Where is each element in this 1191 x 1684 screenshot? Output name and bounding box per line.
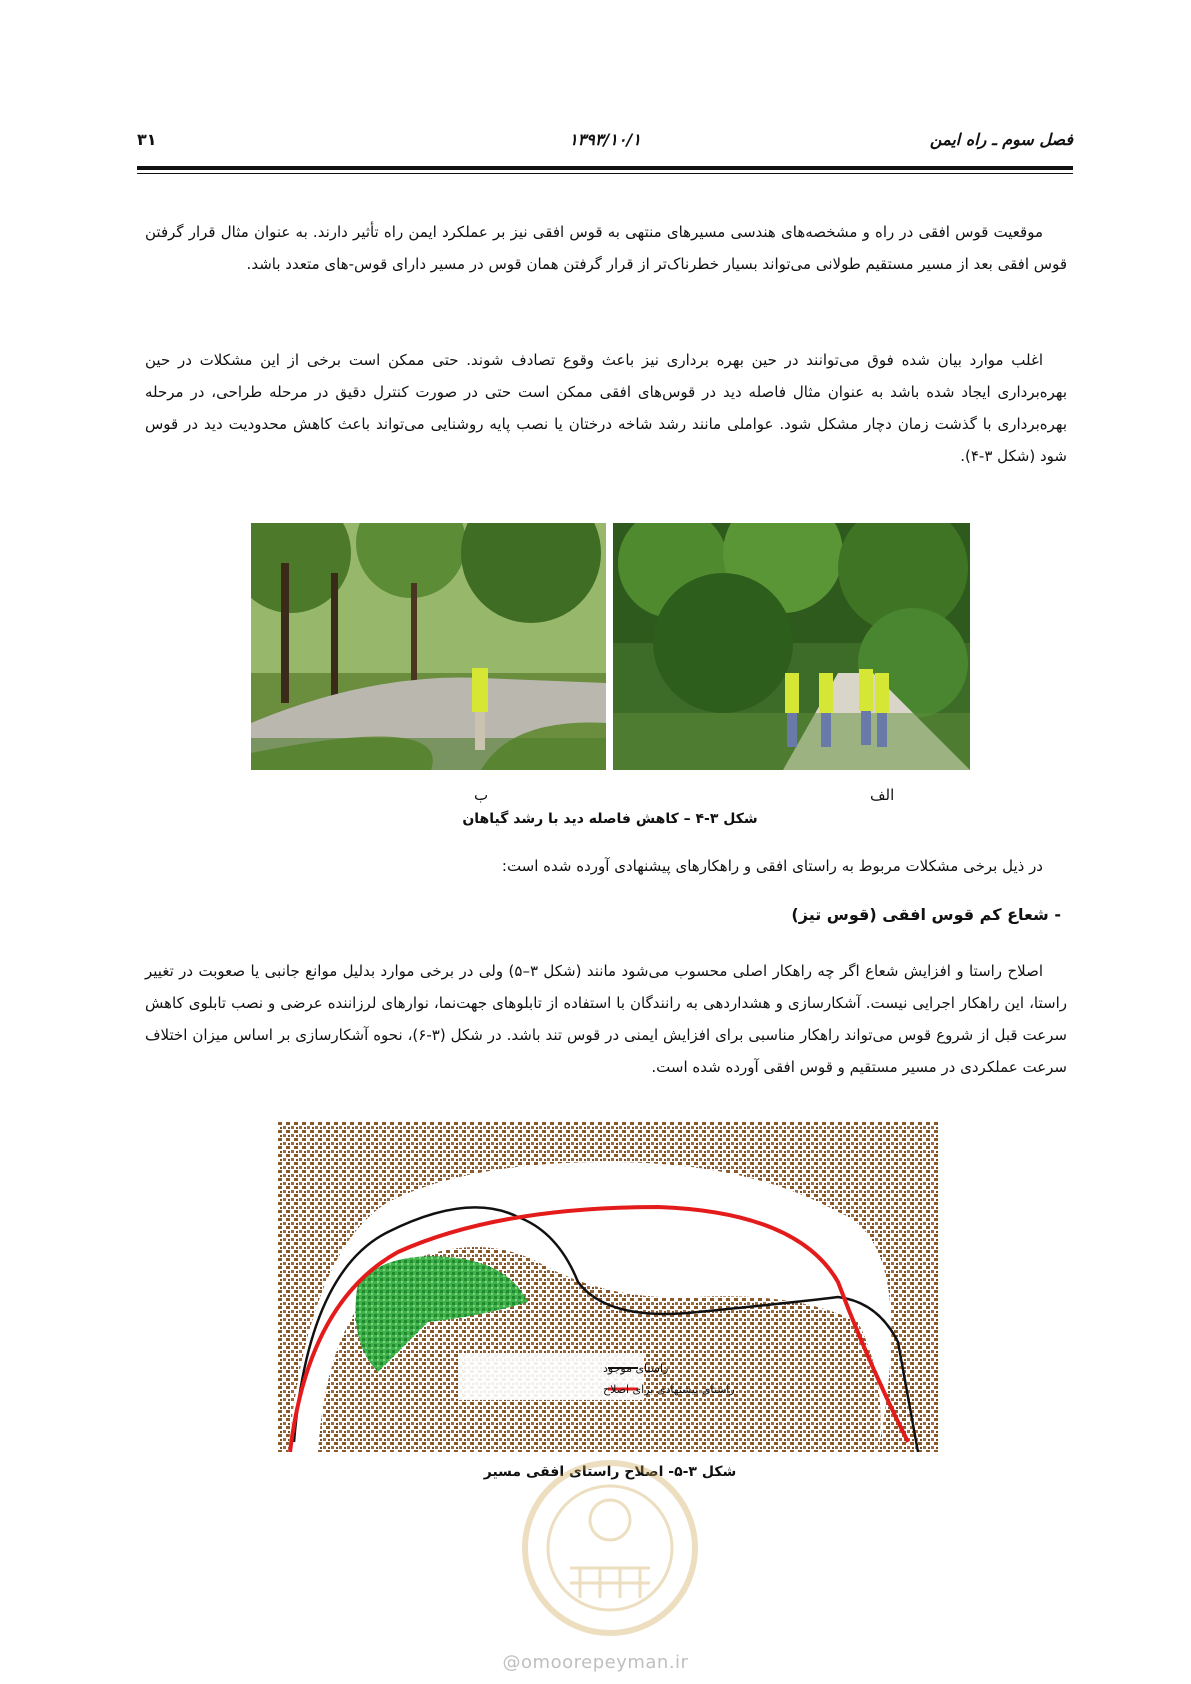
header-rule [137, 166, 1073, 170]
watermark-seal-logo [520, 1458, 700, 1638]
header-rule-thin [137, 173, 1073, 174]
paragraph-realignment: اصلاح راستا و افزایش شعاع اگر چه راهکار اصلی محسوب می‌شود مانند (شکل ۳–۵) ولی در برخی موارد بدلیل موانع جانبی یا صعوبت در تغییر راستا، این راهکار اجرایی نیست. آشکارسازی و هشداردهی به رانندگان با استفاده از تابلوهای جهت‌نما، نوارهای لرزاننده عرضی و نصب تابلوی کاهش سرعت قبل از شروع قوس می‌تواند راهکار مناسبی برای افزایش ایمنی در قوس تند باشد. در شکل (۳-۶)، نحوه آشکارسازی بر اساس میزان اختلاف سرعت عملکردی در مسیر مستقیم و قوس افقی آورده شده است. [145, 962, 1068, 1076]
section-title-sharp-curve: - شعاع کم قوس افقی (قوس تیز) [791, 905, 1061, 924]
paragraph-intro-solutions: در ذیل برخی مشکلات مربوط به راستای افقی و راهکارهای پیشنهادی آورده شده است: [501, 857, 1043, 875]
chapter-title: فصل سوم ـ راه ایمن [929, 130, 1073, 149]
page-header [137, 128, 1073, 158]
photo-a-vegetation-after [613, 523, 970, 770]
header-date: ۱۳۹۳/۱۰/۱ [569, 130, 641, 149]
figure-1-caption: شکل ۳-۴ – کاهش فاصله دید با رشد گیاهان [462, 811, 758, 827]
legend-existing-label: راستای موجود [603, 1362, 669, 1375]
paragraph-curve-position: موقعیت قوس افقی در راه و مشخصه‌های هندسی مسیرهای منتهی به قوس افقی نیز بر عملکرد ایمن راه تأثیر دارند. به عنوان مثال قرار گرفتن قوس افقی بعد از مسیر مستقیم طولانی می‌تواند بسیار خطرناک‌تر از قرار گرفتن همان قوس در مسیر دارای قوس-های متعدد باشد. [145, 223, 1067, 273]
page-number: ۳۱ [137, 130, 157, 149]
figure-1-label-a: الف [870, 786, 895, 804]
watermark-text: @omoorepeyman.ir [502, 1652, 689, 1673]
photo-b-vegetation-before [251, 523, 606, 770]
paragraph-operation-issues: اغلب موارد بیان شده فوق می‌توانند در حین بهره برداری نیز باعث وقوع تصادف شوند. حتی ممکن است برخی از این مشکلات در حین بهره‌برداری ایجاد شده باشد به عنوان مثال فاصله دید در قوس‌های افقی ممکن است حتی در صورت کنترل دقیق در مرحله طراحی، در مرحله بهره‌برداری با گذشت زمان دچار مشکل شود. عواملی مانند رشد شاخه درختان یا نصب پایه روشنایی می‌تواند باعث کاهش محدودیت دید در قوس شود (شکل ۳-۴). [145, 351, 1067, 465]
figure-1-label-b: ب [474, 786, 489, 804]
figure-2-caption: شکل ۳-۵- اصلاح راستای افقی مسیر [483, 1464, 737, 1480]
figure-2-alignment-diagram [278, 1122, 938, 1452]
legend-proposed-label: راستای پیشنهادی برای اصلاح [603, 1383, 735, 1396]
